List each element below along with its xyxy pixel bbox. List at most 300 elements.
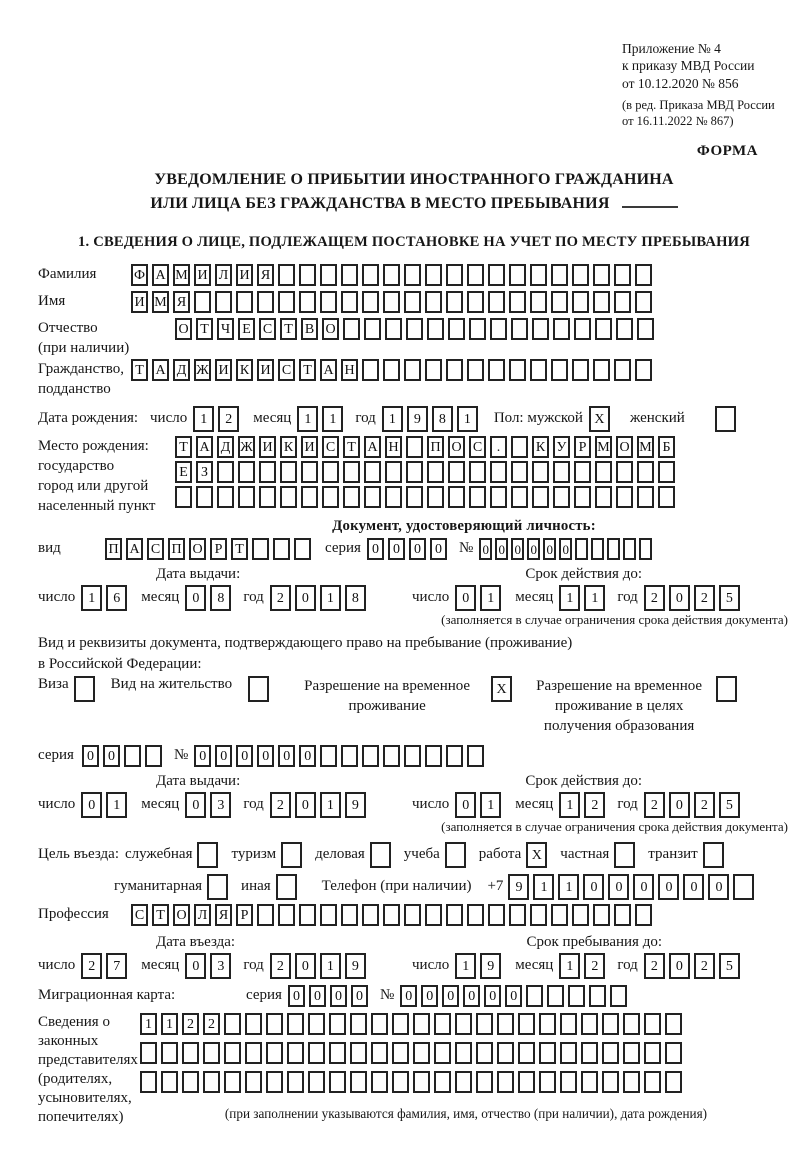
char-box (182, 1042, 199, 1064)
char-box: 1 (81, 585, 102, 611)
char-box (703, 842, 724, 868)
char-box (616, 461, 633, 483)
char-box (593, 291, 610, 313)
char-box: А (364, 436, 381, 458)
char-box: X (589, 406, 610, 432)
purpose-business-checkbox (370, 842, 395, 868)
purpose-official-checkbox (197, 842, 222, 868)
char-box: М (152, 291, 169, 313)
char-box (572, 904, 589, 926)
identity-doc-heading: Документ, удостоверяющий личность: (332, 517, 596, 534)
char-box (616, 486, 633, 508)
temp-permit-checkbox (491, 676, 516, 702)
char-box: М (595, 436, 612, 458)
char-box (224, 1042, 241, 1064)
char-box: Я (173, 291, 190, 313)
citizenship-boxes (131, 359, 656, 381)
char-box (446, 264, 463, 286)
char-box: 8 (210, 585, 231, 611)
char-box: Р (574, 436, 591, 458)
char-box: Т (231, 538, 248, 560)
char-box (497, 1042, 514, 1064)
char-box: 1 (320, 953, 341, 979)
char-box: 1 (480, 585, 501, 611)
char-box (733, 874, 754, 900)
char-box: 1 (558, 874, 579, 900)
char-box (404, 264, 421, 286)
birth-date-label: Дата рождения: (38, 410, 139, 427)
char-box (595, 486, 612, 508)
birth-day-label: число (150, 410, 188, 427)
surname-row (38, 264, 790, 286)
char-box: 1 (382, 406, 403, 432)
migration-card-row (38, 985, 790, 1007)
char-box (434, 1013, 451, 1035)
revision-line-2: от 16.11.2022 № 867) (622, 113, 734, 128)
char-box (343, 318, 360, 340)
char-box (469, 486, 486, 508)
char-box: 0 (295, 953, 316, 979)
char-box (278, 291, 295, 313)
char-box (530, 291, 547, 313)
birth-place-row-2 (175, 461, 679, 483)
char-box (406, 461, 423, 483)
entry-month (185, 953, 235, 979)
char-box: 1 (480, 792, 501, 818)
representatives-row-1 (140, 1013, 792, 1035)
char-box (266, 1013, 283, 1035)
char-box (623, 538, 636, 560)
char-box (245, 1042, 262, 1064)
char-box: 0 (669, 953, 690, 979)
edu-permit-label: Разрешение на временное проживание в целях получения образования (536, 677, 703, 734)
char-box: 1 (193, 406, 214, 432)
char-box (539, 1013, 556, 1035)
char-box (623, 1013, 640, 1035)
char-box: 1 (140, 1013, 157, 1035)
section1-heading: 1. СВЕДЕНИЯ О ЛИЦЕ, ПОДЛЕЖАЩЕМ ПОСТАНОВКЕ НА УЧЕТ ПО МЕСТУ ПРЕБЫВАНИЯ (78, 233, 750, 250)
char-box (362, 904, 379, 926)
char-box (299, 264, 316, 286)
char-box (581, 1071, 598, 1093)
char-box (362, 291, 379, 313)
char-box: 3 (210, 953, 231, 979)
char-box (385, 486, 402, 508)
char-box (455, 1042, 472, 1064)
purpose-official: служебная (125, 842, 223, 868)
char-box (526, 985, 543, 1007)
order-line-2: от 10.12.2020 № 856 (622, 75, 739, 91)
char-box (259, 461, 276, 483)
char-box (371, 1042, 388, 1064)
char-box (488, 904, 505, 926)
char-box (568, 985, 585, 1007)
char-box: 0 (669, 585, 690, 611)
appendix-block (622, 40, 790, 129)
char-box: 0 (683, 874, 704, 900)
residence-options-row (38, 676, 790, 736)
purpose-work-checkbox (526, 842, 551, 868)
char-box (614, 291, 631, 313)
residence-date-headers (38, 773, 790, 790)
char-box: Ж (194, 359, 211, 381)
char-box (362, 359, 379, 381)
char-box (530, 359, 547, 381)
char-box (490, 486, 507, 508)
stay-year (644, 953, 744, 979)
char-box (665, 1013, 682, 1035)
char-box (320, 904, 337, 926)
sex-female-label: женский (629, 410, 685, 427)
char-box (574, 318, 591, 340)
char-box (320, 745, 337, 767)
char-box (392, 1013, 409, 1035)
char-box: 0 (367, 538, 384, 560)
char-box (509, 359, 526, 381)
char-box (497, 1071, 514, 1093)
char-box: 2 (270, 792, 291, 818)
char-box: 2 (694, 792, 715, 818)
char-box (434, 1071, 451, 1093)
char-box: Т (175, 436, 192, 458)
char-box: З (196, 461, 213, 483)
char-box: О (322, 318, 339, 340)
char-box (329, 1042, 346, 1064)
surname-label: Фамилия (38, 266, 97, 283)
char-box (639, 538, 652, 560)
char-box: 1 (320, 792, 341, 818)
representatives-boxes (140, 1013, 792, 1122)
char-box: И (301, 436, 318, 458)
char-box (445, 842, 466, 868)
char-box (287, 1013, 304, 1035)
char-box (539, 1042, 556, 1064)
char-box (320, 291, 337, 313)
char-box (575, 538, 588, 560)
char-box (404, 904, 421, 926)
char-box (404, 291, 421, 313)
char-box: С (259, 318, 276, 340)
order-line-1: к приказу МВД России (622, 58, 755, 74)
char-box (637, 461, 654, 483)
char-box (511, 486, 528, 508)
char-box (511, 461, 528, 483)
char-box (644, 1071, 661, 1093)
identity-series-label: серия (325, 540, 361, 557)
char-box (406, 318, 423, 340)
char-box (644, 1042, 661, 1064)
stay-until-date: число 1 9 месяц 1 2 год 2 0 2 5 (412, 953, 744, 979)
char-box (385, 318, 402, 340)
char-box: 0 (309, 985, 326, 1007)
char-box (392, 1042, 409, 1064)
char-box: 2 (694, 585, 715, 611)
char-box: Ж (238, 436, 255, 458)
purpose-business: деловая (315, 842, 395, 868)
char-box: У (553, 436, 570, 458)
char-box (425, 904, 442, 926)
char-box (245, 1013, 262, 1035)
citizenship-row (38, 359, 790, 399)
char-box (427, 486, 444, 508)
form-title-line-1: УВЕДОМЛЕНИЕ О ПРИБЫТИИ ИНОСТРАННОГО ГРАЖДАНИНА (154, 170, 674, 188)
char-box (175, 486, 192, 508)
char-box: 2 (644, 953, 665, 979)
char-box (350, 1071, 367, 1093)
char-box: Т (196, 318, 213, 340)
sex-female-checkbox (715, 406, 740, 432)
char-box (140, 1042, 157, 1064)
char-box: 0 (463, 985, 480, 1007)
char-box: X (526, 842, 547, 868)
char-box (308, 1042, 325, 1064)
birth-place-row-1 (175, 436, 679, 458)
char-box: 9 (480, 953, 501, 979)
char-box (658, 461, 675, 483)
char-box: 5 (719, 585, 740, 611)
entry-year (270, 953, 370, 979)
char-box: 9 (345, 953, 366, 979)
char-box (574, 486, 591, 508)
char-box (614, 359, 631, 381)
char-box: И (259, 436, 276, 458)
char-box: А (152, 264, 169, 286)
char-box (637, 486, 654, 508)
representatives-row-3 (140, 1071, 792, 1093)
char-box: 1 (322, 406, 343, 432)
char-box: 0 (295, 585, 316, 611)
char-box: 0 (409, 538, 426, 560)
birth-place-block (38, 436, 790, 516)
char-box (207, 874, 228, 900)
char-box (308, 1013, 325, 1035)
char-box (145, 745, 162, 767)
char-box (614, 842, 635, 868)
char-box (467, 745, 484, 767)
char-box: 2 (584, 953, 605, 979)
char-box (560, 1042, 577, 1064)
char-box: 9 (508, 874, 529, 900)
char-box: Т (131, 359, 148, 381)
char-box (383, 291, 400, 313)
temp-permit-label: Разрешение на временное проживание (304, 677, 471, 714)
char-box (392, 1071, 409, 1093)
patronymic-label: Отчество (при наличии) (38, 319, 130, 356)
char-box (350, 1042, 367, 1064)
char-box (434, 1042, 451, 1064)
char-box: 0 (505, 985, 522, 1007)
char-box (560, 1013, 577, 1035)
char-box (551, 264, 568, 286)
char-box: 0 (495, 538, 508, 560)
char-box (553, 461, 570, 483)
residence-valid-header: Срок действия до: (525, 772, 642, 789)
char-box (343, 486, 360, 508)
char-box: 8 (432, 406, 453, 432)
char-box (287, 1042, 304, 1064)
char-box (301, 461, 318, 483)
char-box (547, 985, 564, 1007)
char-box: 0 (185, 953, 206, 979)
char-box: 0 (257, 745, 274, 767)
char-box (589, 985, 606, 1007)
char-box (511, 436, 528, 458)
char-box (635, 904, 652, 926)
identity-limit-note: (заполняется в случае ограничения срока действия документа) (441, 611, 788, 627)
char-box (294, 538, 311, 560)
char-box (572, 291, 589, 313)
representatives-note: (при заполнении указываются фамилия, имя, отчество (при наличии), дата рождения) (224, 1105, 708, 1121)
identity-series-boxes (367, 538, 451, 560)
char-box (322, 461, 339, 483)
char-box: О (189, 538, 206, 560)
char-box (413, 1071, 430, 1093)
given-name-row (38, 291, 790, 313)
form-title-line-2: ИЛИ ЛИЦА БЕЗ ГРАЖДАНСТВА В МЕСТО ПРЕБЫВАНИЯ (38, 192, 790, 216)
char-box: 1 (559, 585, 580, 611)
purpose-tourism: туризм (231, 842, 306, 868)
purpose-other: иная (241, 874, 301, 900)
char-box: Н (341, 359, 358, 381)
char-box (509, 291, 526, 313)
char-box: М (173, 264, 190, 286)
char-box: П (168, 538, 185, 560)
forma-label: ФОРМА (696, 142, 758, 159)
char-box (602, 1042, 619, 1064)
char-box: О (175, 318, 192, 340)
char-box: 1 (320, 585, 341, 611)
char-box (257, 291, 274, 313)
char-box: 0 (527, 538, 540, 560)
visa-checkbox (74, 676, 99, 702)
phone-boxes (508, 874, 758, 900)
purpose-private-checkbox (614, 842, 639, 868)
purpose-tourism-checkbox (281, 842, 306, 868)
char-box: 5 (719, 953, 740, 979)
identity-number-label: № (458, 540, 474, 557)
char-box (518, 1013, 535, 1035)
birth-month-label: месяц (253, 410, 292, 427)
char-box (329, 1071, 346, 1093)
char-box (257, 904, 274, 926)
residence-valid-date: число 0 1 месяц 1 2 год 2 0 2 5 (412, 792, 744, 818)
char-box: К (236, 359, 253, 381)
char-box (281, 842, 302, 868)
char-box (635, 264, 652, 286)
char-box: 0 (708, 874, 729, 900)
char-box (197, 842, 218, 868)
visit-purpose-row (38, 842, 790, 868)
char-box (511, 318, 528, 340)
given-name-label: Имя (38, 293, 66, 310)
char-box (215, 291, 232, 313)
char-box (364, 318, 381, 340)
char-box: И (257, 359, 274, 381)
title-blank-underline (622, 206, 678, 208)
identity-kind-boxes (105, 538, 315, 560)
char-box (406, 486, 423, 508)
char-box: П (427, 436, 444, 458)
identity-kind-label: вид (38, 540, 61, 557)
char-box: 2 (218, 406, 239, 432)
char-box: 0 (288, 985, 305, 1007)
entry-day (81, 953, 131, 979)
char-box (488, 359, 505, 381)
residence-dates-row (38, 792, 790, 818)
char-box: Т (299, 359, 316, 381)
char-box: 0 (484, 985, 501, 1007)
char-box (341, 745, 358, 767)
purpose-study-checkbox (445, 842, 470, 868)
char-box: С (147, 538, 164, 560)
char-box (161, 1042, 178, 1064)
patronymic-row (38, 318, 790, 358)
identity-valid-date: число 0 1 месяц 1 1 год 2 0 2 5 (412, 585, 744, 611)
char-box: 0 (400, 985, 417, 1007)
char-box: 1 (457, 406, 478, 432)
char-box: 0 (351, 985, 368, 1007)
char-box: 1 (559, 792, 580, 818)
char-box (371, 1013, 388, 1035)
char-box: 0 (278, 745, 295, 767)
profession-label: Профессия (38, 906, 109, 923)
char-box (140, 1071, 157, 1093)
residence-permit-label: Вид на жительство (110, 675, 233, 692)
char-box (497, 1013, 514, 1035)
char-box: Д (217, 436, 234, 458)
char-box: X (491, 676, 512, 702)
residence-issue-day (81, 792, 131, 818)
residence-number-label: № (173, 747, 189, 764)
char-box: Я (257, 264, 274, 286)
char-box (203, 1071, 220, 1093)
char-box (530, 264, 547, 286)
identity-issue-year (270, 585, 370, 611)
char-box (74, 676, 95, 702)
char-box: П (105, 538, 122, 560)
char-box: 0 (330, 985, 347, 1007)
char-box (488, 291, 505, 313)
char-box (476, 1042, 493, 1064)
edu-permit-checkbox (716, 676, 741, 702)
char-box (238, 486, 255, 508)
char-box: 0 (455, 585, 476, 611)
entry-date: число 2 7 месяц 0 3 год 2 0 1 9 (38, 953, 412, 979)
char-box: 0 (194, 745, 211, 767)
identity-date-headers (38, 566, 790, 583)
char-box (591, 538, 604, 560)
char-box (245, 1071, 262, 1093)
char-box: А (320, 359, 337, 381)
char-box: 0 (479, 538, 492, 560)
char-box (448, 486, 465, 508)
char-box: А (152, 359, 169, 381)
char-box (362, 745, 379, 767)
char-box (413, 1042, 430, 1064)
char-box (182, 1071, 199, 1093)
char-box: Л (215, 264, 232, 286)
char-box (196, 486, 213, 508)
identity-kind-row (38, 538, 790, 560)
char-box: О (173, 904, 190, 926)
char-box (124, 745, 141, 767)
residence-valid-year (644, 792, 744, 818)
char-box: 0 (103, 745, 120, 767)
char-box: 1 (559, 953, 580, 979)
birth-place-row-3 (175, 486, 679, 508)
residence-valid-month (559, 792, 609, 818)
char-box (425, 291, 442, 313)
